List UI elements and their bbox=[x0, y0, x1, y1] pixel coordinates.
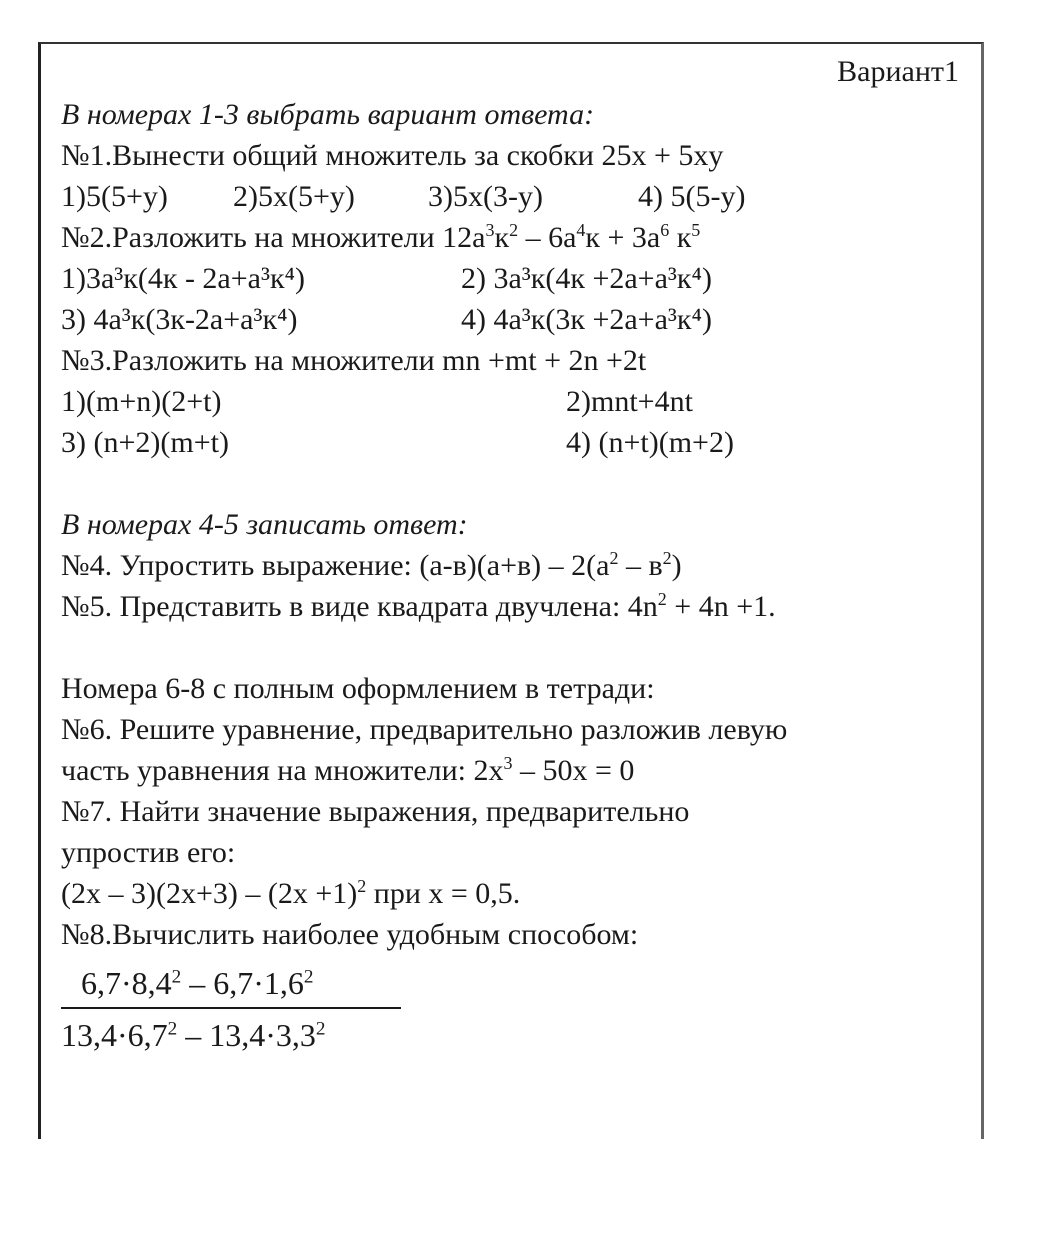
q3-options-row2 bbox=[61, 422, 961, 463]
worksheet-content bbox=[61, 44, 961, 1057]
q2-options-row2 bbox=[61, 299, 961, 340]
variant-label: Вариант1 bbox=[837, 55, 959, 88]
q2-text-part: к bbox=[669, 221, 692, 254]
q4-text bbox=[61, 545, 961, 586]
worksheet-frame bbox=[38, 42, 984, 1139]
q4-exp: 2 bbox=[609, 548, 619, 568]
q2-exp: 6 bbox=[660, 220, 670, 240]
q3-options-row1 bbox=[61, 381, 961, 422]
q8-fraction bbox=[61, 963, 401, 1055]
q5-text-part: + 4n +1. bbox=[666, 590, 776, 623]
q3-option-3: 3) (n+2)(m+t) bbox=[61, 426, 229, 459]
numerator-exp: 2 bbox=[171, 966, 182, 988]
q7-text-part: при x = 0,5. bbox=[366, 877, 521, 910]
section3-header: Номера 6-8 с полным оформлением в тетради: bbox=[61, 672, 655, 705]
denominator-part: 13,4·6,7 bbox=[61, 1017, 168, 1053]
denominator-exp: 2 bbox=[315, 1018, 326, 1040]
q7-line1: №7. Найти значение выражения, предварительно bbox=[61, 795, 690, 828]
q2-options-row1 bbox=[61, 258, 961, 299]
q5-exp: 2 bbox=[657, 589, 667, 609]
fraction-denominator bbox=[61, 1009, 401, 1055]
q2-option-2: 2) 3a³к(4к +2a+a³к⁴) bbox=[461, 262, 712, 295]
section2-header: В номерах 4-5 записать ответ: bbox=[61, 508, 468, 541]
q1-options bbox=[61, 176, 961, 217]
q2-option-3: 3) 4a³к(3к-2a+a³к⁴) bbox=[61, 303, 298, 336]
section1-header: В номерах 1-3 выбрать вариант ответа: bbox=[61, 98, 595, 131]
q8-text: №8.Вычислить наиболее удобным способом: bbox=[61, 918, 639, 951]
q6-exp: 3 bbox=[503, 753, 513, 773]
q7-exp: 2 bbox=[357, 876, 367, 896]
spacer bbox=[61, 627, 961, 668]
q4-text-part: №4. Упростить выражение: (а-в)(а+в) – 2(а bbox=[61, 549, 610, 582]
q5-text bbox=[61, 586, 961, 627]
q2-text-part: №2.Разложить на множители 12a bbox=[61, 221, 486, 254]
q5-text-part: №5. Представить в виде квадрата двучлена: 4n bbox=[61, 590, 658, 623]
q6-line1: №6. Решите уравнение, предварительно разложив левую bbox=[61, 713, 788, 746]
q1-option-4: 4) 5(5-y) bbox=[638, 180, 746, 213]
numerator-exp: 2 bbox=[303, 966, 314, 988]
q2-option-1: 1)3a³к(4к - 2a+a³к⁴) bbox=[61, 262, 305, 295]
q6-text-part: – 50x = 0 bbox=[512, 754, 635, 787]
q3-option-2: 2)mnt+4nt bbox=[566, 385, 693, 418]
q1-text: №1.Вынести общий множитель за скобки 25x + 5xy bbox=[61, 139, 724, 172]
q2-exp: 5 bbox=[691, 220, 701, 240]
q2-text-part: к bbox=[494, 221, 510, 254]
q4-text-part: – в bbox=[618, 549, 663, 582]
q1-option-2: 2)5x(5+y) bbox=[233, 180, 355, 213]
q2-text-part: к + 3a bbox=[585, 221, 661, 254]
fraction-numerator bbox=[61, 963, 401, 1007]
numerator-part: 6,7·8,4 bbox=[81, 965, 172, 1001]
q7-line3 bbox=[61, 873, 961, 914]
q2-option-4: 4) 4a³к(3к +2a+a³к⁴) bbox=[461, 303, 712, 336]
q2-exp: 2 bbox=[509, 220, 519, 240]
q7-text-part: (2x – 3)(2x+3) – (2x +1) bbox=[61, 877, 358, 910]
q3-text: №3.Разложить на множители mn +mt + 2n +2t bbox=[61, 344, 647, 377]
denominator-exp: 2 bbox=[167, 1018, 178, 1040]
q6-line2 bbox=[61, 750, 961, 791]
q7-line2: упростив его: bbox=[61, 836, 236, 869]
q2-text-part: – 6a bbox=[518, 221, 577, 254]
q2-text bbox=[61, 217, 961, 258]
q1-option-3: 3)5x(3-y) bbox=[428, 180, 543, 213]
q3-option-1: 1)(m+n)(2+t) bbox=[61, 385, 222, 418]
q4-text-part: ) bbox=[671, 549, 682, 582]
q6-text-part: часть уравнения на множители: 2x bbox=[61, 754, 504, 787]
q2-exp: 4 bbox=[576, 220, 586, 240]
q1-option-1: 1)5(5+y) bbox=[61, 180, 168, 213]
q3-option-4: 4) (n+t)(m+2) bbox=[566, 426, 734, 459]
numerator-part: – 6,7·1,6 bbox=[181, 965, 304, 1001]
spacer bbox=[61, 463, 961, 504]
q2-exp: 3 bbox=[485, 220, 495, 240]
denominator-part: – 13,4·3,3 bbox=[177, 1017, 316, 1053]
q4-exp: 2 bbox=[662, 548, 672, 568]
